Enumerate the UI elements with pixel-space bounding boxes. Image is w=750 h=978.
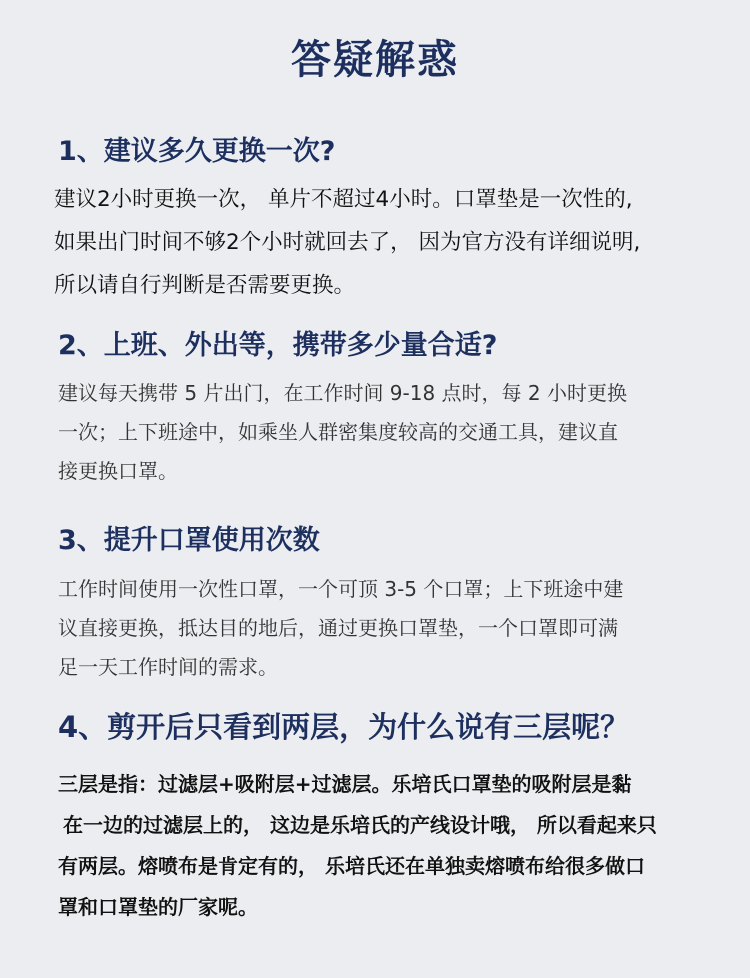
faq-answer-2 [58, 374, 627, 491]
answer-line: 建议每天携带 5 片出门，在工作时间 9-18 点时，每 2 小时更换 [58, 381, 627, 405]
answer-line: 议直接更换，抵达目的地后，通过更换口罩垫，一个口罩即可满 [58, 616, 618, 640]
answer-line: 接更换口罩。 [58, 459, 178, 483]
answer-line: 如果出门时间不够2个小时就回去了， 因为官方没有详细说明, [54, 230, 641, 255]
answer-line: 所以请自行判断是否需要更换。 [54, 273, 356, 298]
page-title: 答疑解惑 [291, 37, 459, 83]
answer-line: 一次；上下班途中，如乘坐人群密集度较高的交通工具，建议直 [58, 420, 618, 444]
faq-answer-1 [54, 178, 640, 307]
answer-line: 罩和口罩垫的厂家呢。 [58, 895, 258, 919]
faq-question-2: 2、上班、外出等，携带多少量合适? [58, 330, 498, 361]
answer-line: 在一边的过滤层上的， 这边是乐培氏的产线设计哦， 所以看起来只 [63, 813, 657, 837]
faq-answer-4 [58, 764, 657, 928]
answer-line: 工作时间使用一次性口罩，一个可顶 3-5 个口罩；上下班途中建 [58, 577, 624, 601]
answer-line: 足一天工作时间的需求。 [58, 655, 278, 679]
answer-line: 有两层。熔喷布是肯定有的， 乐培氏还在单独卖熔喷布给很多做口 [58, 854, 645, 878]
faq-question-1: 1、建议多久更换一次? [58, 136, 336, 167]
faq-question-3: 3、提升口罩使用次数 [58, 525, 320, 556]
answer-line: 三层是指：过滤层+吸附层+过滤层。乐培氏口罩垫的吸附层是黏 [58, 772, 632, 796]
faq-answer-3 [58, 570, 623, 687]
answer-line: 建议2小时更换一次， 单片不超过4小时。口罩垫是一次性的, [54, 187, 633, 212]
faq-question-4: 4、剪开后只看到两层，为什么说有三层呢？ [58, 710, 630, 744]
